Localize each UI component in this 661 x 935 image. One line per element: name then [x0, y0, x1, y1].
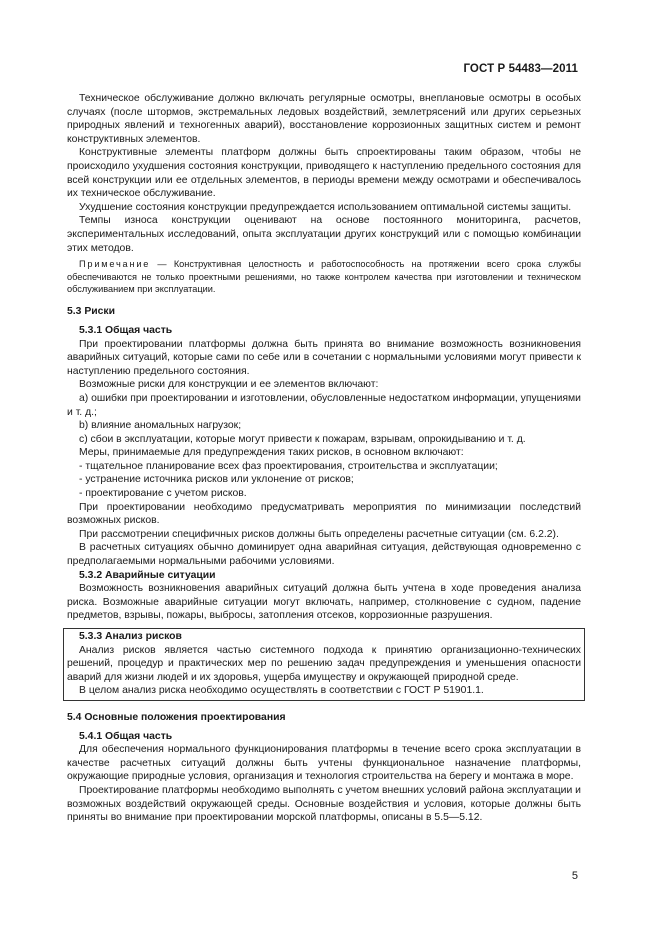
paragraph: Техническое обслуживание должно включать регулярные осмотры, внеплановые осмотры в особых случаях (после штормов, экстремальных ледовых воздействий, землетрясений или других серьезных природных явлений и техногенных аварий), восстановление коррозионных защитных систем и ремонт конструктивных элементов.: [67, 93, 581, 145]
paragraph: При рассмотрении специфичных рисков должны быть определены расчетные ситуации (см. 6.2.2).: [79, 528, 559, 540]
section-heading-5-3-3: 5.3.3 Анализ рисков: [79, 631, 182, 642]
paragraph: В расчетных ситуациях обычно доминирует одна аварийная ситуация, действующая одновременно с предполагаемыми нормальными рабочими условиями.: [67, 542, 581, 568]
paragraph: При проектировании платформы должна быть принята во внимание возможность возникновения аварийных ситуаций, которые сами по себе или в сочетании с нормальными условиями могут привести к наступлению предельного состояния.: [67, 338, 581, 377]
list-item: а) ошибки при проектировании и изготовлении, обусловленные недостатком информации, упущениями и т. д.;: [67, 392, 581, 418]
paragraph: Меры, принимаемые для предупреждения таких рисков, в основном включают:: [79, 447, 464, 459]
note-text: — Конструктивная целостность и работоспособность на протяжении всего срока службы обеспечиваются не только проектными решениями, но также контролем качества при изготовлении и техническом обслуживанием при эксплуатации.: [67, 259, 581, 294]
section-heading-5-4: 5.4 Основные положения проектирования: [67, 711, 286, 723]
list-item: - тщательное планирование всех фаз проектирования, строительства и эксплуатации;: [79, 460, 498, 472]
section-heading-5-4-1: 5.4.1 Общая часть: [79, 730, 173, 742]
paragraph: Анализ рисков является частью системного подхода к принятию организационно-технических решений, процедур и практических мер по решению задач предупреждения и уменьшения опасности аварий для жизни людей и их здоровья, ущерба имуществу и окружающей природной среде.: [67, 644, 581, 683]
paragraph: Темпы износа конструкции оценивают на основе постоянного мониторинга, расчетов, экспериментальных исследований, опыта эксплуатации других конструкций или с помощью комбинации этих методов.: [67, 215, 581, 254]
paragraph: Конструктивные элементы платформ должны быть спроектированы таким образом, чтобы не происходило ухудшения состояния конструкции, приводящего к наступлению предельного состояния для всей конструкции или ее отдельных элементов, в периоды времени между осмотрами и обеспечивалось их техническое обслуживание.: [67, 147, 581, 200]
document-body: [67, 92, 581, 825]
document-header: ГОСТ Р 54483—2011: [463, 63, 578, 75]
list-item: b) влияние аномальных нагрузок;: [79, 420, 242, 432]
paragraph: Возможность возникновения аварийных ситуаций должна быть учтена в ходе проведения анализа риска. Возможные аварийные ситуации могут включать, например, столкновение с судном, падение предметов, взрывы, пожары, выбросы, затопления отсеков, коррозионные разрушения.: [67, 583, 581, 622]
paragraph: Ухудшение состояния конструкции предупреждается использованием оптимальной системы защиты.: [79, 201, 572, 213]
paragraph: Для обеспечения нормального функционирования платформы в течение всего срока эксплуатации в качестве расчетных ситуаций должны быть учтены функциональное назначение платформы, окружающие природные условия, организация и технология строительства на берегу и монтажа в море.: [67, 744, 581, 783]
page-number: 5: [571, 870, 578, 882]
list-item: c) сбои в эксплуатации, которые могут привести к пожарам, взрывам, опрокидыванию и т. д.: [79, 433, 526, 445]
note: [67, 258, 581, 295]
paragraph: В целом анализ риска необходимо осуществлять в соответствии с ГОСТ Р 51901.1.: [79, 685, 484, 697]
section-heading-5-3-1: 5.3.1 Общая часть: [79, 324, 173, 336]
note-label: Примечание: [79, 259, 151, 270]
paragraph: При проектировании необходимо предусматривать мероприятия по минимизации последствий возможных рисков.: [67, 501, 581, 527]
section-heading-5-3: 5.3 Риски: [67, 306, 116, 318]
paragraph: Возможные риски для конструкции и ее элементов включают:: [79, 379, 379, 391]
list-item: - устранение источника рисков или уклонение от рисков;: [79, 474, 354, 486]
list-item: - проектирование с учетом рисков.: [79, 488, 247, 500]
paragraph: Проектирование платформы необходимо выполнять с учетом внешних условий района эксплуатации и возможных воздействий окружающей среды. Основные воздействия и условия, которые должны быть приняты во внимание при проектировании морской платформы, описаны в 5.5—5.12.: [67, 784, 581, 824]
section-heading-5-3-2: 5.3.2 Аварийные ситуации: [79, 569, 216, 581]
boxed-section-5-3-3: [63, 628, 585, 701]
